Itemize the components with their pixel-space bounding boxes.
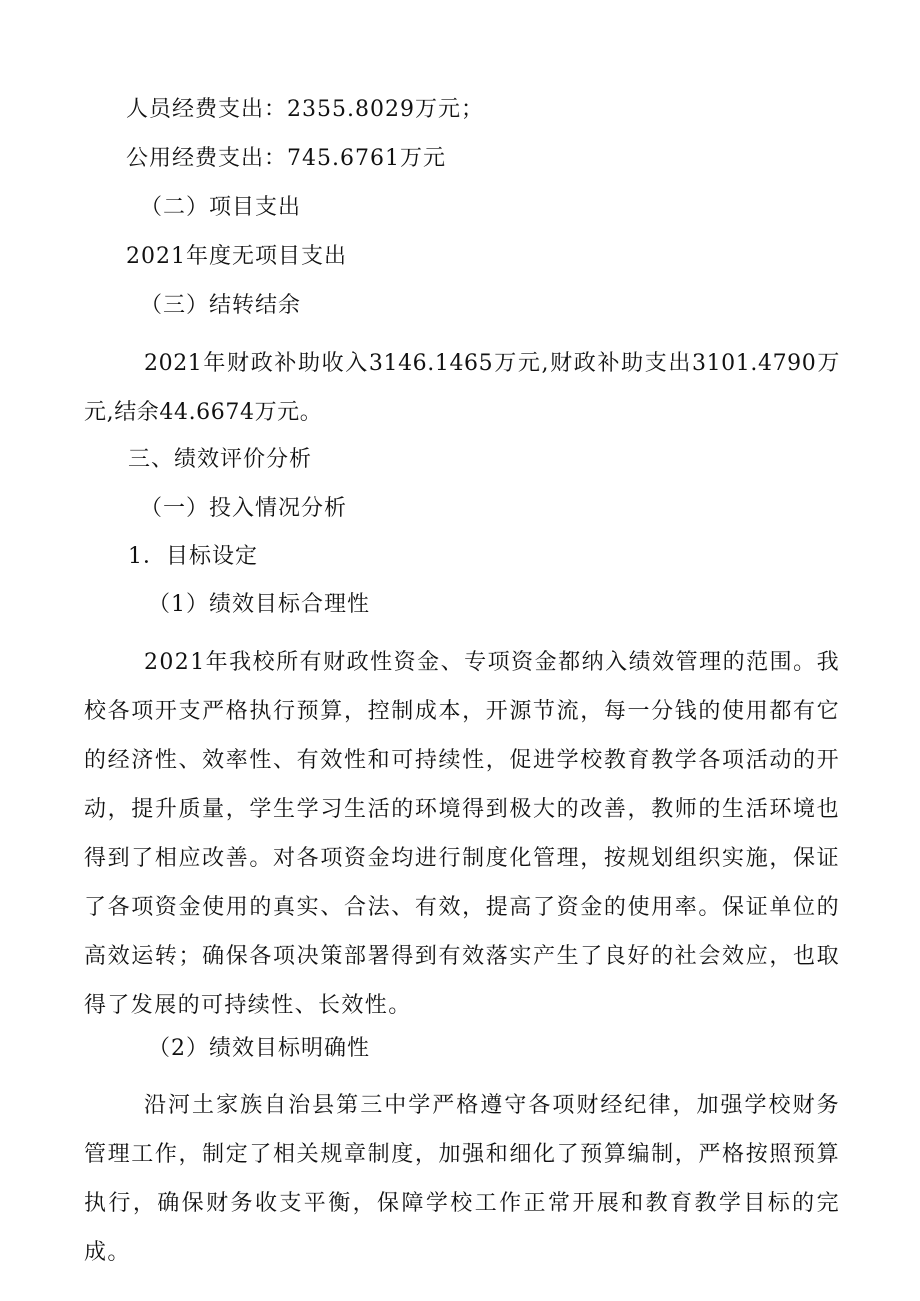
goal-setting-heading: 1．目标设定	[128, 544, 258, 569]
project-expense-text: 2021年度无项目支出	[126, 244, 347, 269]
personnel-expense-line: 人员经费支出：2355.8029万元；	[126, 97, 484, 122]
input-analysis-heading: （一）投入情况分析	[140, 496, 348, 521]
clarity-heading: （2）绩效目标明确性	[148, 1036, 370, 1061]
reasonableness-paragraph: 2021年我校所有财政性资金、专项资金都纳入绩效管理的范围。我校各项开支严格执行预算，控制成本，开源节流，每一分钱的使用都有它的经济性、效率性、有效性和可持续性，促进学校教育教学各项活动的开动，提升质量，学生学习生活的环境得到极大的改善，教师的生活环境也得到了相应改善。对各项资金均进行制度化管理，按规划组织实施，保证了各项资金使用的真实、合法、有效，提高了资金的使用率。保证单位的高效运转；确保各项决策部署得到有效落实产生了良好的社会效应，也取得了发展的可持续性、长效性。	[84, 650, 840, 1018]
clarity-paragraph: 沿河土家族自治县第三中学严格遵守各项财经纪律，加强学校财务管理工作，制定了相关规章制度，加强和细化了预算编制，严格按照预算执行，确保财务收支平衡，保障学校工作正常开展和教育教学目标的完成。	[84, 1093, 840, 1265]
public-expense-line: 公用经费支出：745.6761万元	[126, 146, 446, 171]
carryover-heading: （三）结转结余	[140, 293, 302, 318]
reasonableness-heading: （1）绩效目标合理性	[148, 592, 370, 617]
carryover-paragraph: 2021年财政补助收入3146.1465万元,财政补助支出3101.4790万元,结余44.6674万元。	[84, 351, 840, 425]
project-expense-heading: （二）项目支出	[140, 195, 302, 220]
section-three-heading: 三、绩效评价分析	[128, 447, 313, 472]
